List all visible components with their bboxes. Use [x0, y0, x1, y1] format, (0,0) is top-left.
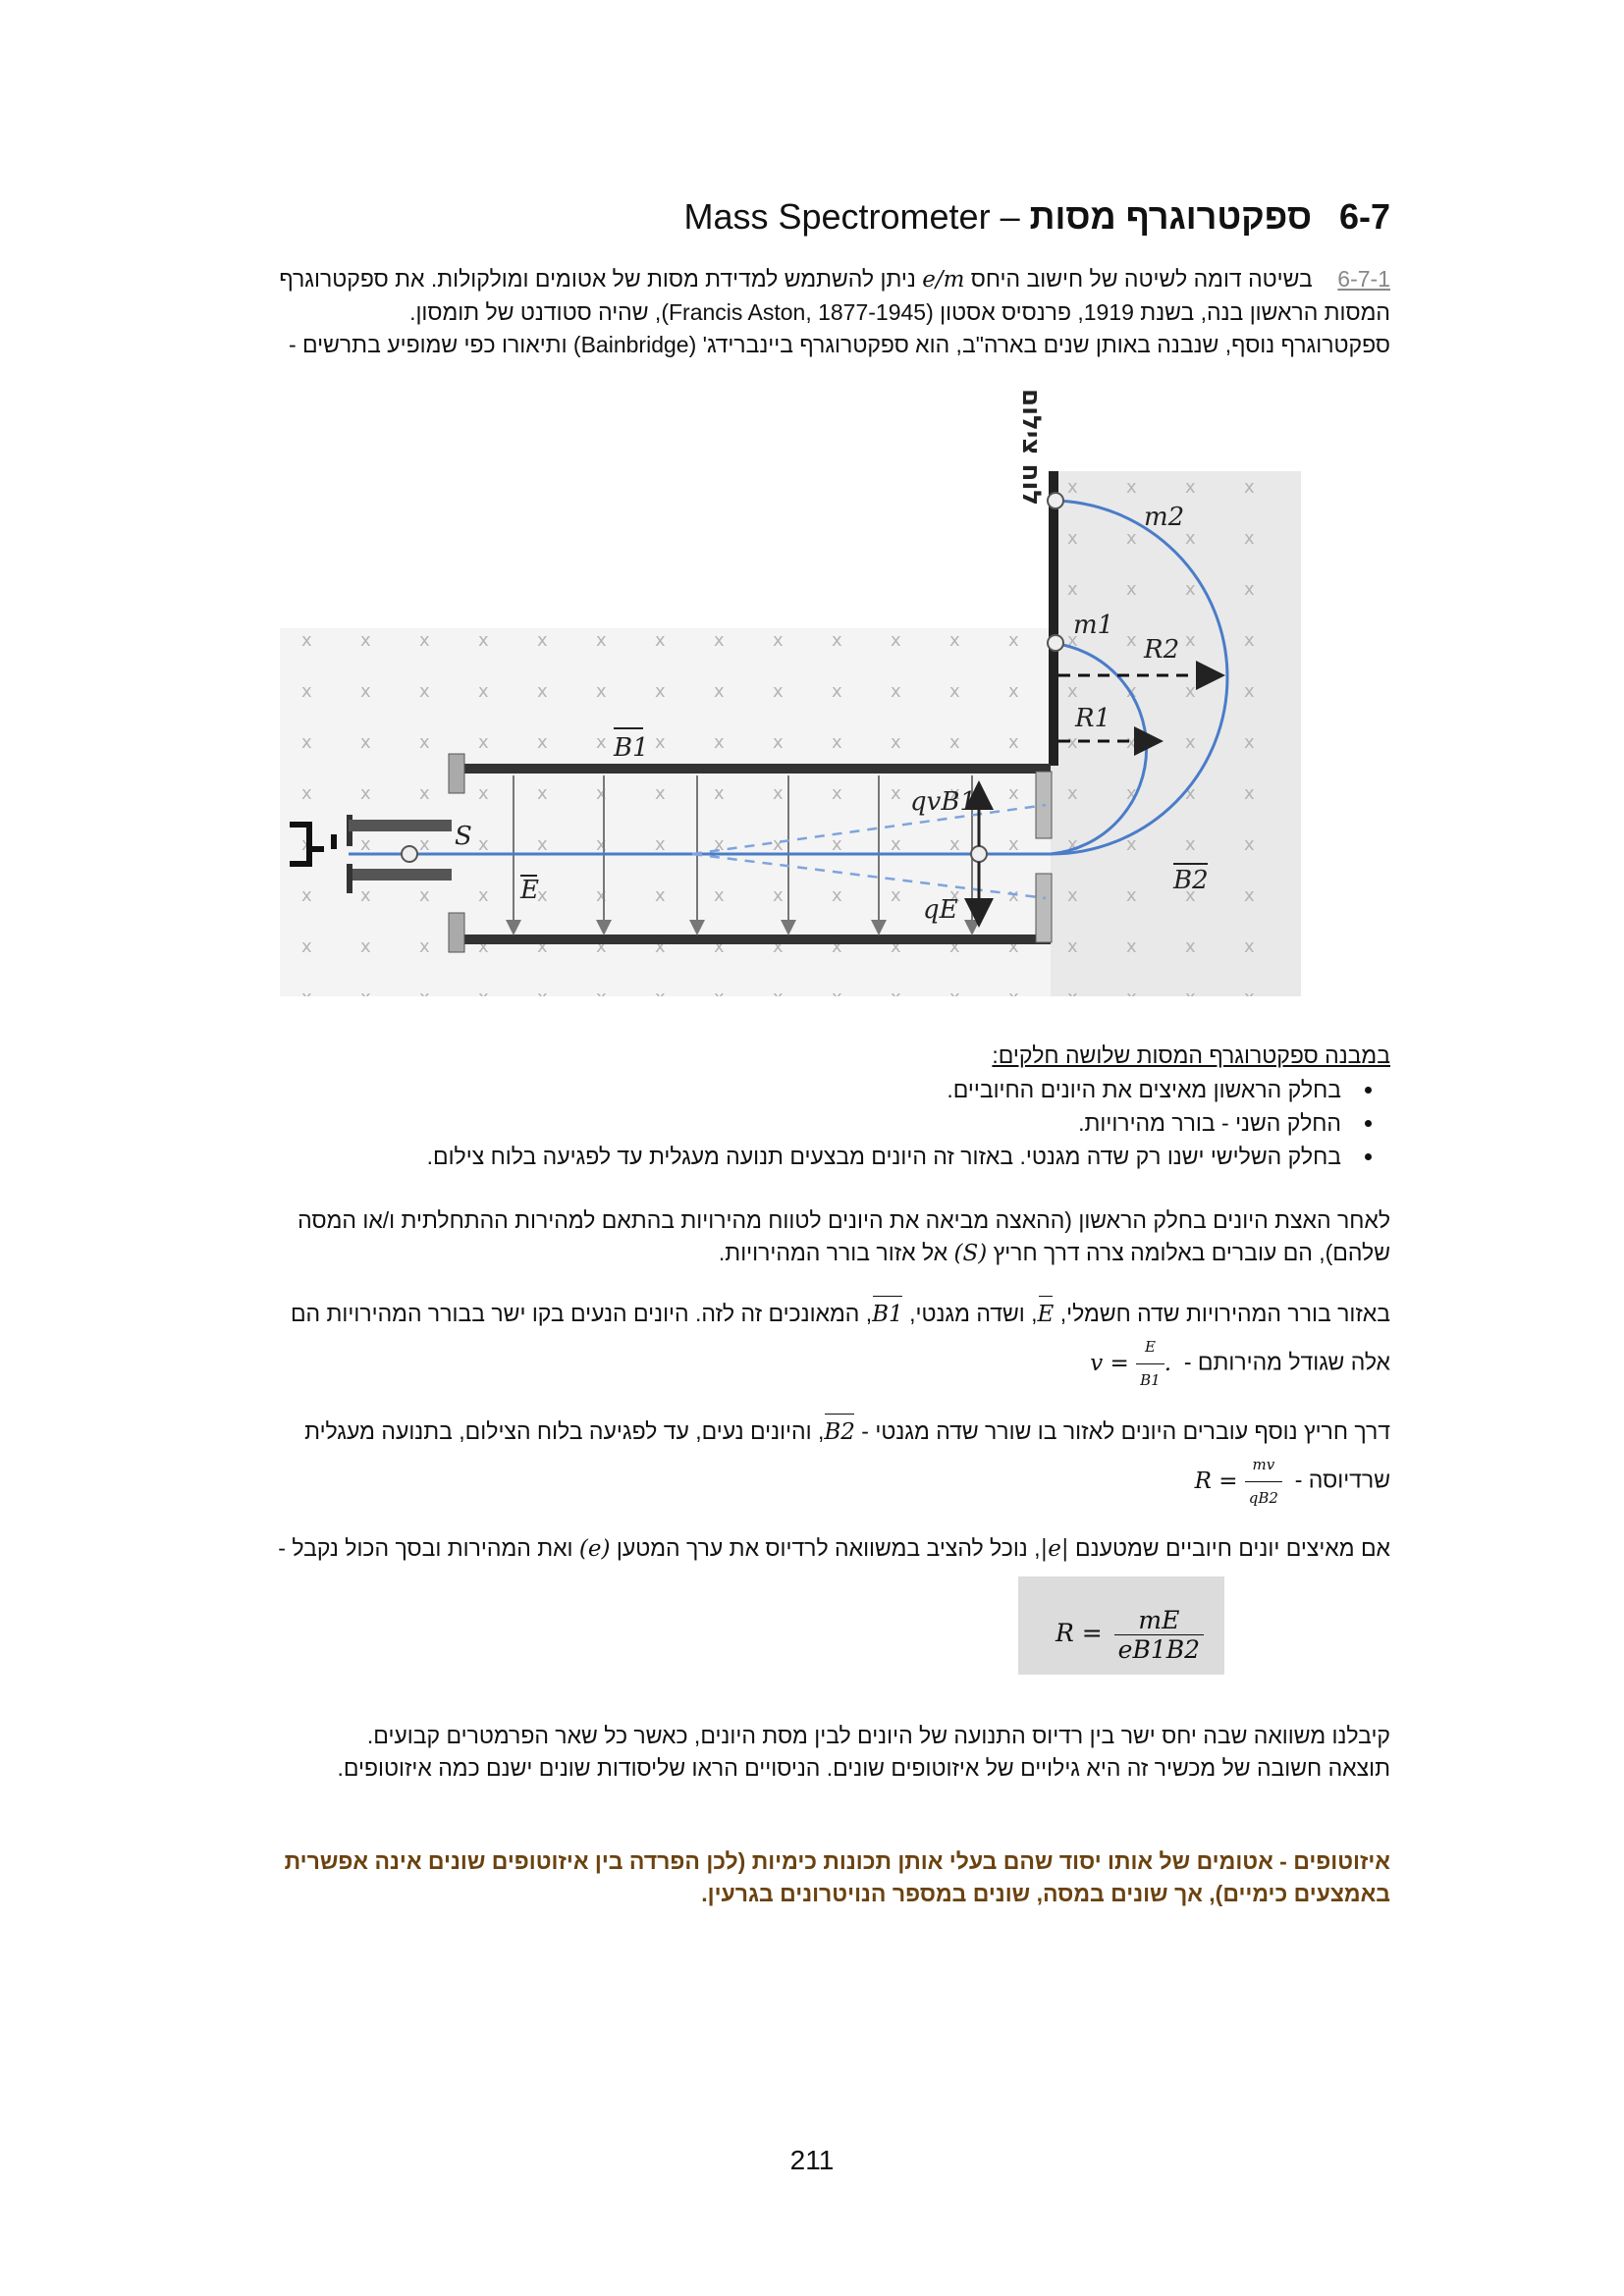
label-S: S	[455, 822, 472, 851]
final-equation	[1018, 1576, 1224, 1675]
label-E: E	[520, 876, 539, 905]
charge-symbol: (e)	[578, 1536, 611, 1562]
section-number: 6-7	[1338, 196, 1390, 237]
list-item: • החלק השני - בורר מהירויות.	[247, 1106, 1351, 1140]
paragraph-text: , המאונכים זה לזה. היונים הנעים בקו ישר בבורר המהירויות הם אלה שגודל מהירותם -	[290, 1301, 1390, 1375]
paragraph-text: קיבלנו משוואה שבה יחס ישר בין רדיוס התנועה של היונים לבין מסת היונים, כאשר כל שאר הפרמטרים קבועים.	[366, 1723, 1390, 1748]
section-title-english: Mass Spectrometer –	[683, 196, 1020, 237]
formula-lhs: R =	[1194, 1468, 1238, 1494]
reference-link[interactable]: 6-7-1	[1337, 266, 1390, 292]
list-item: • בחלק הראשון מאיצים את היונים החיוביים.	[247, 1073, 1351, 1106]
intro-paragraph	[247, 263, 1390, 361]
equation-denominator: eB1B2	[1117, 1635, 1201, 1664]
acceleration-paragraph	[247, 1204, 1390, 1270]
lower-plate	[452, 934, 1051, 944]
label-qE: qE	[923, 895, 958, 925]
formula-numerator: E	[1136, 1331, 1164, 1364]
charge-paragraph	[247, 1532, 1390, 1566]
paragraph-text: אם מאיצים יונים חיוביים שמטענם	[1075, 1535, 1390, 1561]
label-R2: R2	[1144, 635, 1180, 665]
paragraph-text: דרך חריץ נוסף עוברים היונים לאזור בו שורר שדה מגנטי -	[861, 1418, 1390, 1444]
spectrometer-figure	[280, 389, 1306, 1001]
label-m2: m2	[1144, 503, 1185, 532]
paragraph-text: ואת המהירות ובסך הכול נקבל -	[278, 1535, 573, 1561]
photographic-plate	[1049, 471, 1058, 766]
magnetic-paragraph	[247, 1415, 1390, 1515]
paragraph-text: לאחר האצת היונים בחלק הראשון (ההאצה מביאה את היונים לטווח מהירויות בהתאם למהירות ההתחלתית ו/או המסה שלהם), הם עוברים באלומה צרה דרך חריץ	[298, 1207, 1390, 1265]
label-R1: R1	[1075, 704, 1111, 733]
equation-numerator: mE	[1114, 1606, 1204, 1635]
ratio-symbol: e/m	[922, 267, 965, 293]
equation-lhs: R =	[1056, 1619, 1103, 1647]
label-m1: m1	[1073, 611, 1114, 640]
intro-text: את ספקטרוגרף המסות הראשון בנה, בשנת 1919, פרנסיס אסטון (Francis Aston, 1877-1945), שהיה סטודנט של תומסון.	[279, 266, 1390, 325]
upper-plate	[452, 764, 1051, 774]
vector-B1: B1	[872, 1299, 903, 1331]
paragraph-text: תוצאה חשובה של מכשיר זה היא גילויים של איזוטופים שונים. הניסויים הראו שליסודות שונים ישנם כמה איזוטופים.	[337, 1755, 1390, 1781]
formula-denominator: B1	[1140, 1371, 1161, 1389]
section-heading	[683, 196, 1390, 238]
isotope-note: איזוטופים - אטומים של אותו יסוד שהם בעלי אותן תכונות כימיות (לכן הפרדה בין איזוטופים שונים אינה אפשרית באמצעים כימיים), אך שונים במסה, שונים במספר הנויטרונים בגרעין.	[284, 1848, 1390, 1906]
label-B1: B1	[614, 733, 649, 763]
selector-paragraph	[247, 1298, 1390, 1397]
plate-label: לוח צילום	[1016, 389, 1046, 506]
list-item: • בחלק השלישי ישנו רק שדה מגנטי. באזור זה היונים מבצעים תנועה מעגלית עד לפגיעה בלוח צילום.	[247, 1140, 1351, 1173]
slit-symbol: (S)	[953, 1241, 988, 1266]
formula-lhs: v =	[1090, 1350, 1129, 1376]
formula-denominator: qB2	[1248, 1489, 1278, 1507]
formula-numerator: mv	[1245, 1449, 1282, 1482]
label-B2: B2	[1173, 866, 1209, 895]
page-number: 211	[789, 2145, 835, 2175]
radius-formula	[1194, 1456, 1282, 1507]
section-title-hebrew: ספקטרוגרף מסות	[1029, 196, 1312, 237]
paragraph-text: באזור בורר המהירויות שדה חשמלי,	[1059, 1301, 1390, 1326]
label-qvB1: qvB1	[910, 787, 976, 817]
paragraph-text: , נוכל להציב במשוואה לרדיוס את ערך המטען	[616, 1535, 1041, 1561]
vector-B2: B2	[824, 1416, 855, 1449]
charge-symbol: |e|	[1040, 1536, 1069, 1562]
structure-title	[247, 1040, 1390, 1072]
conclusion-paragraph	[247, 1720, 1390, 1785]
vector-E: E	[1038, 1299, 1055, 1331]
paragraph-text: אל אזור בורר המהירויות.	[718, 1240, 948, 1265]
structure-title-text: במבנה ספקטרוגרף המסות שלושה חלקים:	[992, 1042, 1390, 1068]
intro-text: ספקטרוגרף נוסף, שנבנה באותן שנים בארה"ב, הוא ספקטרוגרף ביינברידג' (Bainbridge) ותיאורו כפי שמופיע בתרשים -	[288, 332, 1390, 357]
paragraph-text: , והיונים נעים, עד לפגיעה בלוח הצילום, בתנועה מעגלית שרדיוסה -	[304, 1418, 1390, 1493]
velocity-formula: v = $\frac{E}{B1}$ .	[1090, 1351, 1171, 1376]
structure-list	[247, 1073, 1390, 1173]
intro-text: ניתן להשתמש למדידת מסות של אטומים ומולקולות.	[430, 266, 916, 292]
intro-text: בשיטה דומה לשיטה של חישוב היחס	[970, 266, 1313, 292]
paragraph-text: , ושדה מגנטי,	[909, 1301, 1038, 1326]
